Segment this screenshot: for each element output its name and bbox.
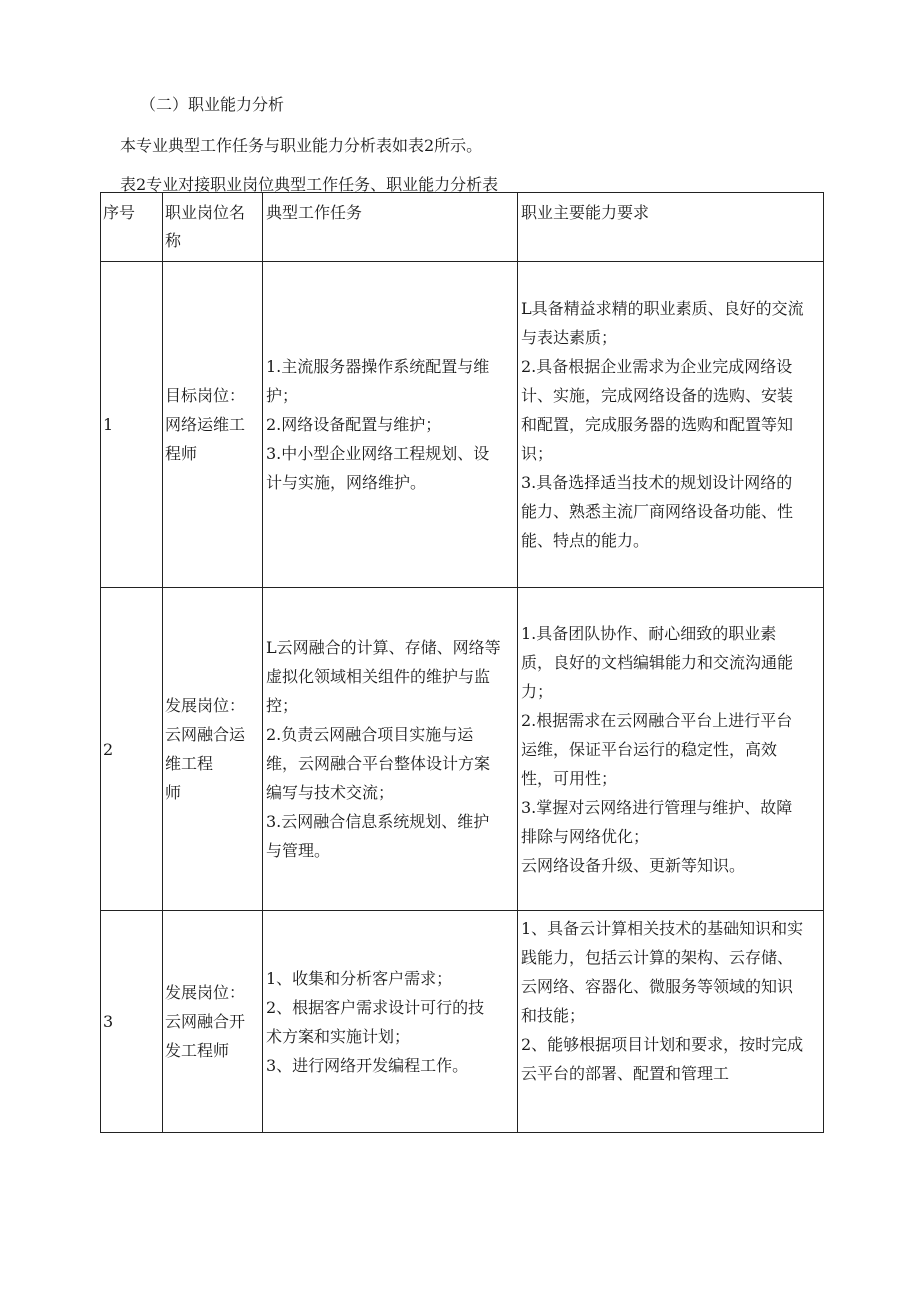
cell-line: 师 (165, 783, 182, 802)
ability-analysis-table (100, 192, 824, 1133)
cell-line: 云平台的部署、配置和管理工 (521, 1064, 730, 1083)
header-position-line: 称 (165, 231, 182, 250)
cell-line: L云网融合的计算、存储、网络等 (266, 638, 501, 657)
cell-line: 识； (521, 444, 554, 463)
cell-line: 控； (266, 696, 299, 715)
cell-line: 计、实施，完成网络设备的选购、安装 (521, 386, 794, 405)
cell-line: 发展岗位： (165, 696, 246, 715)
cell-line: 3、进行网络开发编程工作。 (266, 1055, 469, 1075)
header-no: 序号 (101, 193, 163, 262)
header-position (163, 193, 263, 262)
row-position (163, 588, 263, 911)
cell-line: 维，云网融合平台整体设计方案 (266, 754, 491, 773)
cell-line: 与表达素质； (521, 328, 618, 347)
header-position-line: 职业岗位名 (165, 203, 246, 222)
row-tasks (263, 588, 518, 911)
cell-line: 计与实施，网络维护。 (266, 473, 427, 492)
table-row (101, 911, 824, 1133)
cell-line: 能、特点的能力。 (521, 531, 650, 550)
cell-line: 虚拟化领域相关组件的维护与监 (266, 667, 491, 686)
cell-line: 程师 (165, 444, 198, 463)
table-row (101, 262, 824, 588)
row-tasks (263, 262, 518, 588)
cell-line: 护； (266, 386, 299, 405)
cell-line: 云网络、容器化、微服务等领域的知识 (521, 977, 794, 996)
cell-line: 云网融合开 (165, 1012, 246, 1031)
row-tasks (263, 911, 518, 1133)
cell-line: 1、收集和分析客户需求； (266, 968, 453, 988)
table-caption: 表2专业对接职业岗位典型工作任务、职业能力分析表 (120, 175, 499, 194)
cell-line: 1.主流服务器操作系统配置与维 (266, 357, 490, 376)
row-position (163, 262, 263, 588)
cell-line: 和配置，完成服务器的选购和配置等知 (521, 415, 794, 434)
row-position (163, 911, 263, 1133)
row-no: 3 (101, 911, 163, 1133)
cell-line: 践能力，包括云计算的架构、云存储、 (521, 948, 794, 967)
cell-line: 云网融合运 (165, 725, 246, 744)
cell-line: 目标岗位： (165, 386, 246, 405)
row-abilities (518, 911, 824, 1133)
section-heading: （二）职业能力分析 (140, 95, 285, 114)
table-header-row (101, 193, 824, 262)
cell-line: 和技能； (521, 1006, 586, 1025)
cell-line: 3.具备选择适当技术的规划设计网络的 (521, 473, 793, 492)
header-tasks: 典型工作任务 (263, 193, 518, 262)
row-no: 1 (101, 262, 163, 588)
cell-line: 排除与网络优化； (521, 826, 650, 846)
intro-paragraph: 本专业典型工作任务与职业能力分析表如表2所示。 (120, 136, 483, 155)
cell-line: 3.云网融合信息系统规划、维护 (266, 812, 490, 831)
cell-line: 与管理。 (266, 841, 331, 860)
cell-line: 3.中小型企业网络工程规划、设 (266, 444, 490, 463)
cell-line: 2.具备根据企业需求为企业完成网络设 (521, 357, 793, 376)
cell-line: 术方案和实施计划； (266, 1026, 411, 1046)
cell-line: 质，良好的文档编辑能力和交流沟通能 (521, 652, 794, 672)
cell-line: 1.具备团队协作、耐心细致的职业素 (521, 623, 777, 643)
cell-line: 1、具备云计算相关技术的基础知识和实 (521, 919, 804, 938)
cell-line: 编写与技术交流； (266, 783, 395, 802)
header-abilities: 职业主要能力要求 (518, 193, 824, 262)
row-abilities (518, 588, 824, 911)
row-no: 2 (101, 588, 163, 911)
cell-line: 发工程师 (165, 1041, 230, 1060)
cell-line: 2.根据需求在云网融合平台上进行平台 (521, 710, 793, 730)
cell-line: 发展岗位： (165, 983, 246, 1002)
cell-line: 2.负责云网融合项目实施与运 (266, 725, 474, 744)
cell-line: 力； (521, 681, 554, 701)
cell-line: 2、能够根据项目计划和要求，按时完成 (521, 1035, 804, 1054)
row-abilities (518, 262, 824, 588)
cell-line: 云网络设备升级、更新等知识。 (521, 855, 746, 875)
cell-line: 3.掌握对云网络进行管理与维护、故障 (521, 797, 793, 817)
cell-line: 2.网络设备配置与维护； (266, 415, 442, 434)
cell-line: L具备精益求精的职业素质、良好的交流 (521, 299, 804, 318)
table-row (101, 588, 824, 911)
cell-line: 能力、熟悉主流厂商网络设备功能、性 (521, 502, 794, 521)
cell-line: 运维，保证平台运行的稳定性，高效 (521, 739, 778, 759)
cell-line: 2、根据客户需求设计可行的技 (266, 997, 485, 1017)
cell-line: 维工程 (165, 754, 214, 773)
cell-line: 性，可用性； (521, 768, 618, 788)
cell-line: 网络运维工 (165, 415, 246, 434)
